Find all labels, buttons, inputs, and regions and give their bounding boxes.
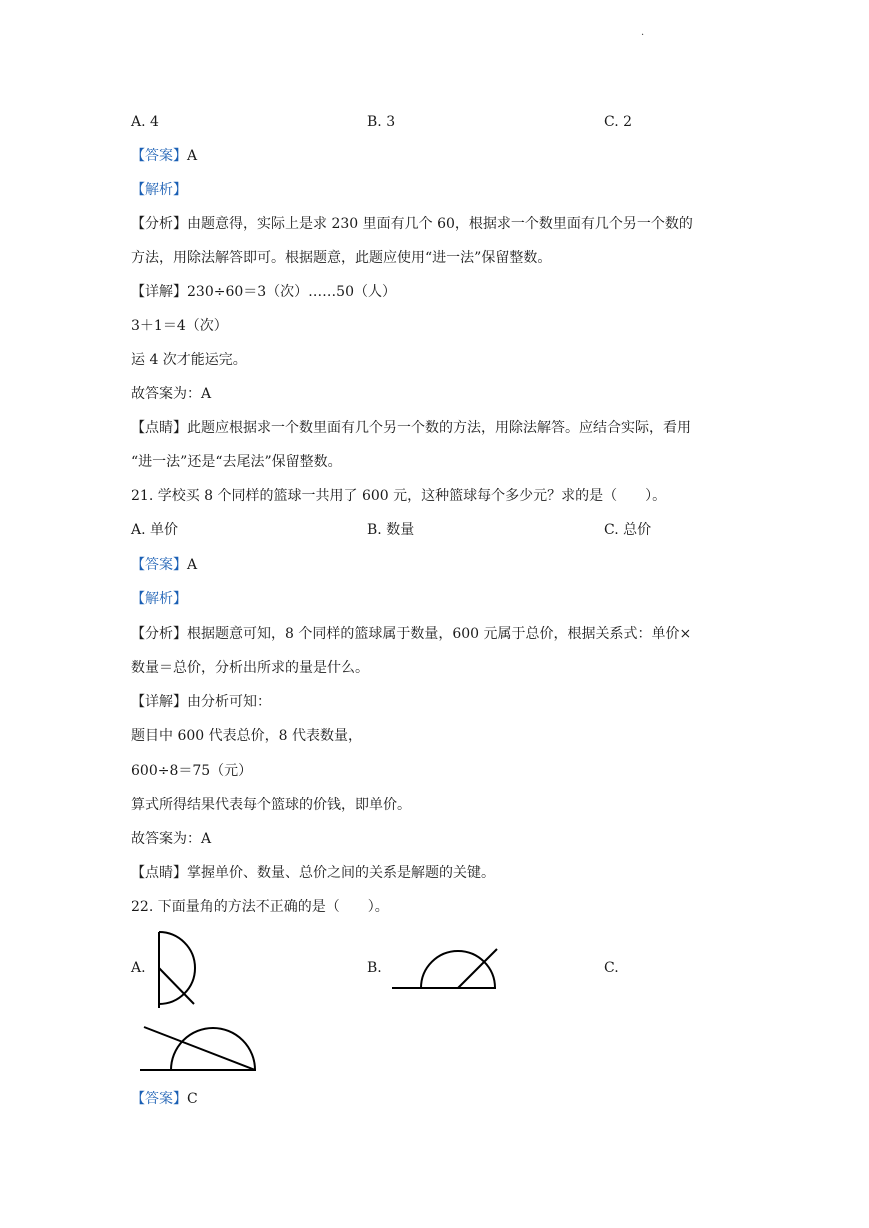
q21-option-c: C. 总价 <box>604 522 652 538</box>
q20-dianjing-line1 <box>131 418 691 438</box>
protractor-figure-a <box>150 928 200 1012</box>
q20-option-c: C. 2 <box>604 114 633 130</box>
q21-analysis-heading <box>131 589 187 609</box>
answer-tag: 【答案】 <box>131 148 187 164</box>
fenxi-tag: 【分析】 <box>131 216 187 232</box>
q21-option-a: A. 单价 <box>131 522 179 538</box>
q21-answer <box>131 555 197 575</box>
answer-tag: 【答案】 <box>131 1091 187 1107</box>
q22-option-c: C. <box>604 960 619 976</box>
answer-value: C <box>187 1091 198 1107</box>
q22-stem: 22. 下面量角的方法不正确的是（ ）。 <box>131 899 389 915</box>
q21-option-b: B. 数量 <box>367 522 415 538</box>
q20-fenxi-line2: 方法，用除法解答即可。根据题意，此题应使用“进一法”保留整数。 <box>131 250 552 266</box>
xiangjie-tag: 【详解】 <box>131 694 187 710</box>
q20-xiangjie-line2: 3＋1＝4（次） <box>131 318 228 334</box>
q21-fenxi-line1 <box>131 624 691 644</box>
q22-option-a: A. <box>131 960 146 976</box>
dianjing-tag: 【点睛】 <box>131 420 187 436</box>
q21-fenxi-line2: 数量＝总价，分析出所求的量是什么。 <box>131 660 369 676</box>
xiangjie-text: 由分析可知： <box>187 694 271 710</box>
q20-option-a: A. 4 <box>131 114 159 130</box>
q20-xiangjie-line3: 运 4 次才能运完。 <box>131 352 247 368</box>
protractor-figure-b <box>390 942 498 992</box>
protractor-figure-c <box>138 1024 258 1074</box>
q20-xiangjie-line1 <box>131 282 396 302</box>
fenxi-text: 根据题意可知，8 个同样的篮球属于数量，600 元属于总价，根据关系式：单价× <box>187 626 692 642</box>
q21-stem: 21. 学校买 8 个同样的篮球一共用了 600 元，这种篮球每个多少元？求的是（ ）。 <box>131 488 667 504</box>
q22-option-b: B. <box>367 960 382 976</box>
xiangjie-text: 230÷60＝3（次）……50（人） <box>187 284 396 300</box>
fenxi-text: 由题意得，实际上是求 230 里面有几个 60，根据求一个数里面有几个另一个数的 <box>187 216 693 232</box>
q21-xiangjie-line2: 题目中 600 代表总价，8 代表数量， <box>131 728 362 744</box>
answer-value: A <box>187 557 198 573</box>
fenxi-tag: 【分析】 <box>131 626 187 642</box>
analysis-tag: 【解析】 <box>131 182 187 198</box>
answer-tag: 【答案】 <box>131 557 187 573</box>
q21-xiangjie-line5: 故答案为：A <box>131 831 212 847</box>
q22-answer <box>131 1089 198 1109</box>
q20-option-b: B. 3 <box>367 114 396 130</box>
q20-xiangjie-line4: 故答案为：A <box>131 386 212 402</box>
analysis-tag: 【解析】 <box>131 591 187 607</box>
dianjing-tag: 【点睛】 <box>131 865 187 881</box>
q20-analysis-heading <box>131 180 187 200</box>
dianjing-text: 此题应根据求一个数里面有几个另一个数的方法，用除法解答。应结合实际，看用 <box>187 420 691 436</box>
q21-xiangjie-line3: 600÷8＝75（元） <box>131 763 253 779</box>
q21-dianjing-line1 <box>131 863 495 883</box>
dianjing-text: 掌握单价、数量、总价之间的关系是解题的关键。 <box>187 865 495 881</box>
q20-fenxi-line1 <box>131 214 693 234</box>
header-mark: · <box>641 30 645 41</box>
xiangjie-tag: 【详解】 <box>131 284 187 300</box>
q21-xiangjie-line4: 算式所得结果代表每个篮球的价钱，即单价。 <box>131 797 411 813</box>
q21-xiangjie-line1 <box>131 692 271 712</box>
q20-dianjing-line2: “进一法”还是“去尾法”保留整数。 <box>131 454 342 470</box>
q20-answer <box>131 146 197 166</box>
answer-value: A <box>187 148 198 164</box>
